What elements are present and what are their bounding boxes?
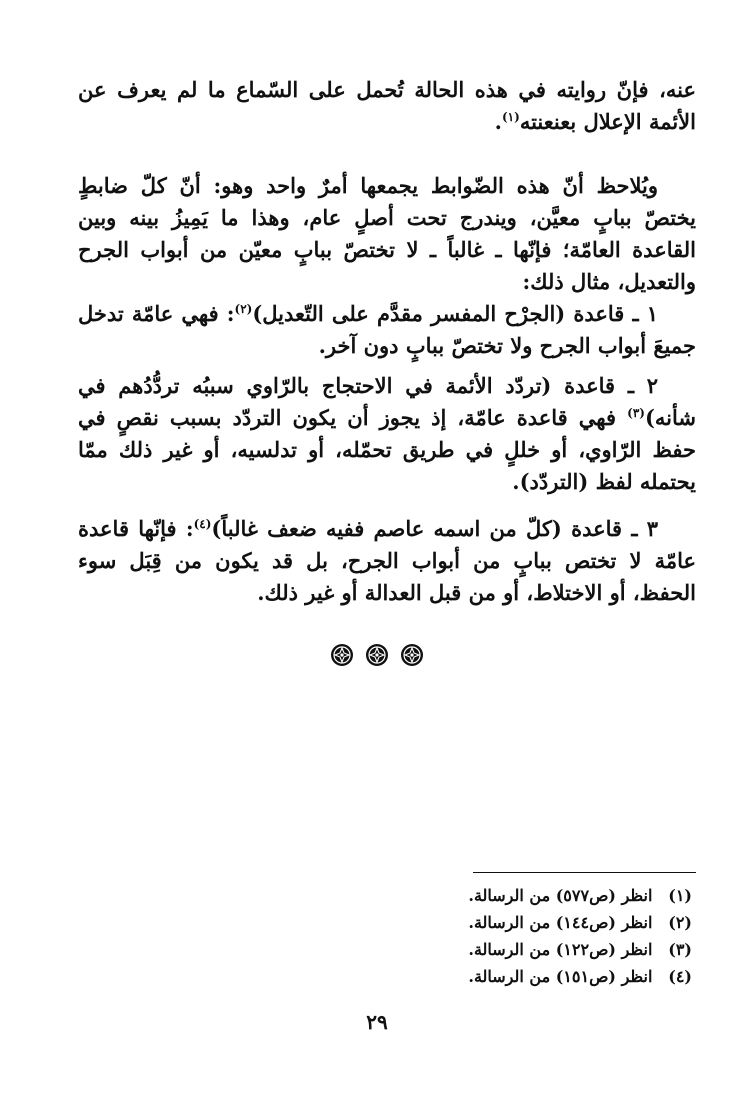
footnote-text: انظر (ص١٢٢) من الرسالة. [468, 940, 653, 959]
footnote-divider [473, 872, 696, 873]
paragraph-1-end: . [494, 109, 502, 134]
page-number: ٢٩ [366, 1010, 388, 1034]
rosette-icon [400, 643, 424, 667]
footnote-number: (١) [668, 886, 692, 905]
footnote-number: (٢) [668, 913, 692, 932]
footnote-ref-3: (٣) [627, 406, 645, 420]
footnote-text: انظر (ص٥٧٧) من الرسالة. [468, 886, 653, 905]
rule-3-title: ٣ ـ قاعدة (كلّ من اسمه عاصم ففيه ضعف غالباً) [211, 516, 658, 541]
footnote-ref-2: (٢) [234, 302, 253, 316]
paragraph-2-text: ويُلاحظ أنّ هذه الضّوابط يجمعها أمرٌ واحد وهو: أنّ كلّ ضابطٍ يختصّ ببابٍ معيَّن، ويندرج تحت أصلٍ عام، وهذا ما يَمِيزُ بينه وبين القاعدة العامّة؛ فإنّها ـ غالباً ـ لا تختصّ ببابٍ معيّن من أبواب الجرح والتعديل، مثال ذلك: [78, 173, 696, 294]
footnote-item [292, 909, 692, 936]
rule-3-text: : فإنّها قاعدة عامّة لا تختص ببابٍ من أبواب الجرح، بل قد يكون من قِبَل سوء الحفظ، أو الاختلاط، أو من قبل العدالة أو غير ذلك. [78, 516, 696, 605]
footnote-ref-4: (٤) [193, 517, 212, 531]
paragraph-3 [78, 298, 696, 362]
footnotes [292, 882, 692, 990]
footnote-item [292, 882, 692, 909]
rule-2-text: فهي قاعدة عامّة، إذ يجوز أن يكون التردّد بسبب نقصٍ في حفظ الرّاوي، أو خللٍ في طريق تحمّله، أو تدلسيه، أو غير ذلك ممّا يحتمله لفظ (التردّد). [78, 405, 696, 494]
paragraph-1-text: عنه، فإنّ روايته في هذه الحالة تُحمل على السّماع ما لم يعرف عن الأئمة الإعلال بعنعنته [78, 77, 696, 134]
section-ornaments [0, 643, 754, 667]
paragraph-4 [78, 370, 696, 498]
rosette-icon [365, 643, 389, 667]
rosette-icon [330, 643, 354, 667]
rule-2-title: ٢ ـ قاعدة (تردّد الأئمة في الاحتجاج بالرّاوي سببُه تردُّدُهم في شأنه) [78, 373, 696, 430]
paragraph-5 [78, 513, 696, 609]
footnote-number: (٤) [668, 967, 692, 986]
rule-1-text: : فهي عامّة تدخل جميعَ أبواب الجرح ولا تختصّ ببابٍ دون آخر. [78, 301, 696, 358]
rule-1-title: ١ ـ قاعدة (الجرْح المفسر مقدَّم على التّعديل) [252, 301, 658, 326]
footnote-text: انظر (ص١٤٤) من الرسالة. [468, 913, 653, 932]
paragraph-2 [78, 170, 696, 298]
footnote-text: انظر (ص١٥١) من الرسالة. [468, 967, 653, 986]
footnote-number: (٣) [668, 940, 692, 959]
footnote-item [292, 963, 692, 990]
paragraph-1 [78, 74, 696, 138]
footnote-item [292, 936, 692, 963]
footnote-ref-1: (١) [501, 110, 520, 124]
